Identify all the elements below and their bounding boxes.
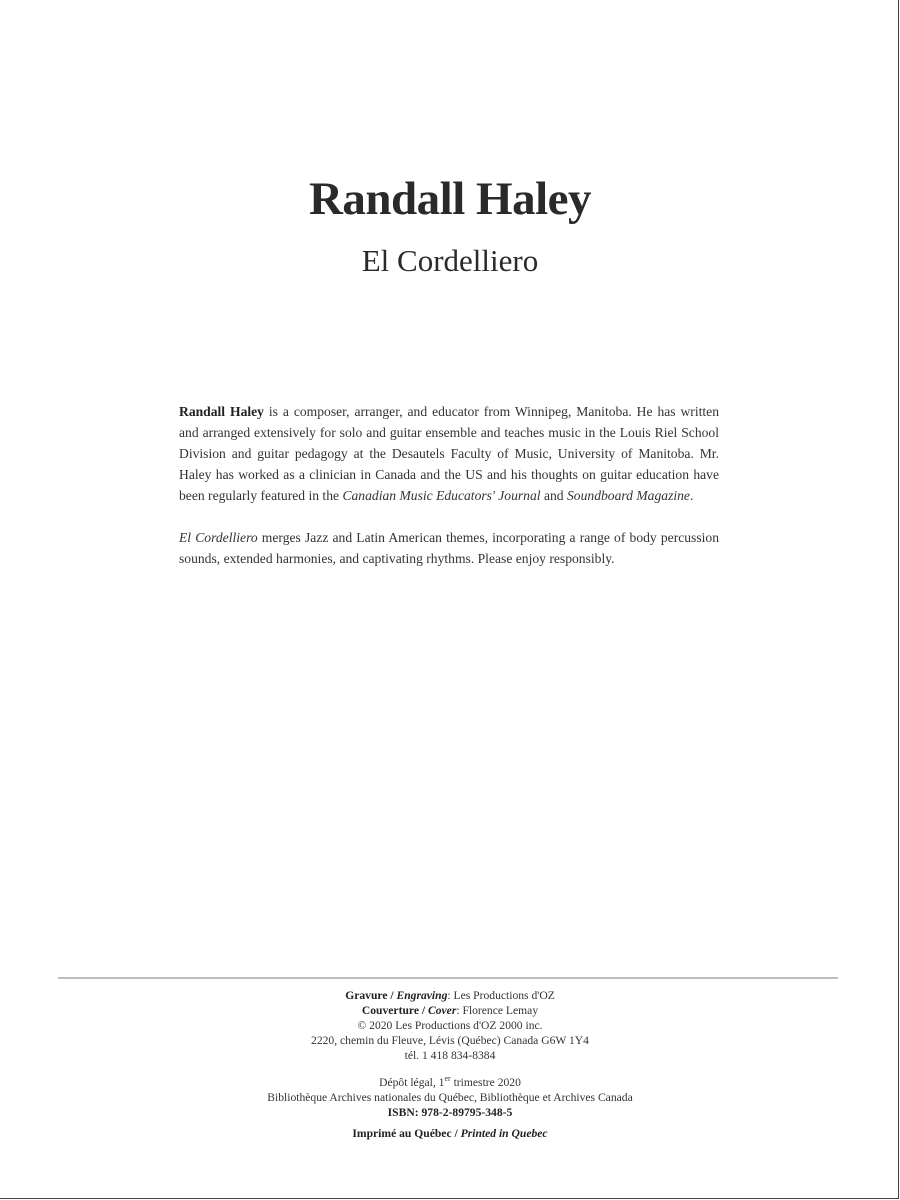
bio-conjunction: and <box>540 488 567 503</box>
bio-composer-name: Randall Haley <box>179 404 264 419</box>
bio-journal-title: Canadian Music Educators' Journal <box>342 488 541 503</box>
publisher-phone: tél. 1 418 834-8384 <box>404 1049 496 1062</box>
engraving-label-fr: Gravure / <box>345 989 397 1002</box>
bio-period: . <box>689 488 694 503</box>
publisher-address: 2220, chemin du Fleuve, Lévis (Québec) Canada G6W 1Y4 <box>311 1034 589 1047</box>
cover-value: : Florence Lemay <box>456 1004 539 1017</box>
composer-title: Randall Haley <box>308 173 592 225</box>
spacer <box>0 1063 900 1071</box>
legal-deposit-a: Dépôt légal, 1 <box>379 1075 445 1089</box>
cover-label-en: Cover <box>428 1004 457 1017</box>
isbn-text: ISBN: 978-2-89795-348-5 <box>387 1105 513 1119</box>
legal-deposit <box>0 1071 900 1090</box>
colophon <box>0 988 900 1141</box>
library-archives: Bibliothèque Archives nationales du Québec, Bibliothèque et Archives Canada <box>267 1090 633 1104</box>
bio-text: is a composer, arranger, and educator from Winnipeg, Manitoba. He has written and arranged extensively for solo and guitar ensemble and teaches music in the Louis Riel School Division and guitar pedagogy at the Desautels Faculty of Music, University of Manitoba. Mr. Haley has worked as a clinician in Canada and the US and his thoughts on guitar education have been regularly featured in the <box>179 404 719 503</box>
engraving-value: : Les Productions d'OZ <box>447 989 555 1002</box>
bio-work-text: merges Jazz and Latin American themes, incorporating a range of body percussion sounds, extended harmonies, and captivating rhythms. Please enjoy responsibly. <box>179 530 719 566</box>
bio-magazine-title: Soundboard Magazine <box>567 488 690 503</box>
copyright-line: © 2020 Les Productions d'OZ 2000 inc. <box>357 1019 543 1032</box>
footer-divider <box>58 977 838 979</box>
printed-in-fr: Imprimé au Québec / <box>352 1126 461 1140</box>
printed-in <box>0 1126 900 1141</box>
legal-deposit-sup: er <box>444 1074 451 1083</box>
cover-label-fr: Couverture / <box>361 1004 428 1017</box>
engraving-credit <box>0 988 900 1003</box>
bio-paragraph-composer <box>179 401 719 506</box>
cover-credit <box>0 1003 900 1018</box>
biography <box>179 401 719 590</box>
legal-deposit-b: trimestre 2020 <box>450 1075 521 1089</box>
bio-work-title: El Cordelliero <box>179 530 258 545</box>
engraving-label-en: Engraving <box>396 989 448 1002</box>
bio-paragraph-work <box>179 527 719 569</box>
work-subtitle: El Cordelliero <box>361 243 539 278</box>
isbn <box>0 1105 900 1120</box>
printed-in-en: Printed in Quebec <box>460 1126 548 1140</box>
